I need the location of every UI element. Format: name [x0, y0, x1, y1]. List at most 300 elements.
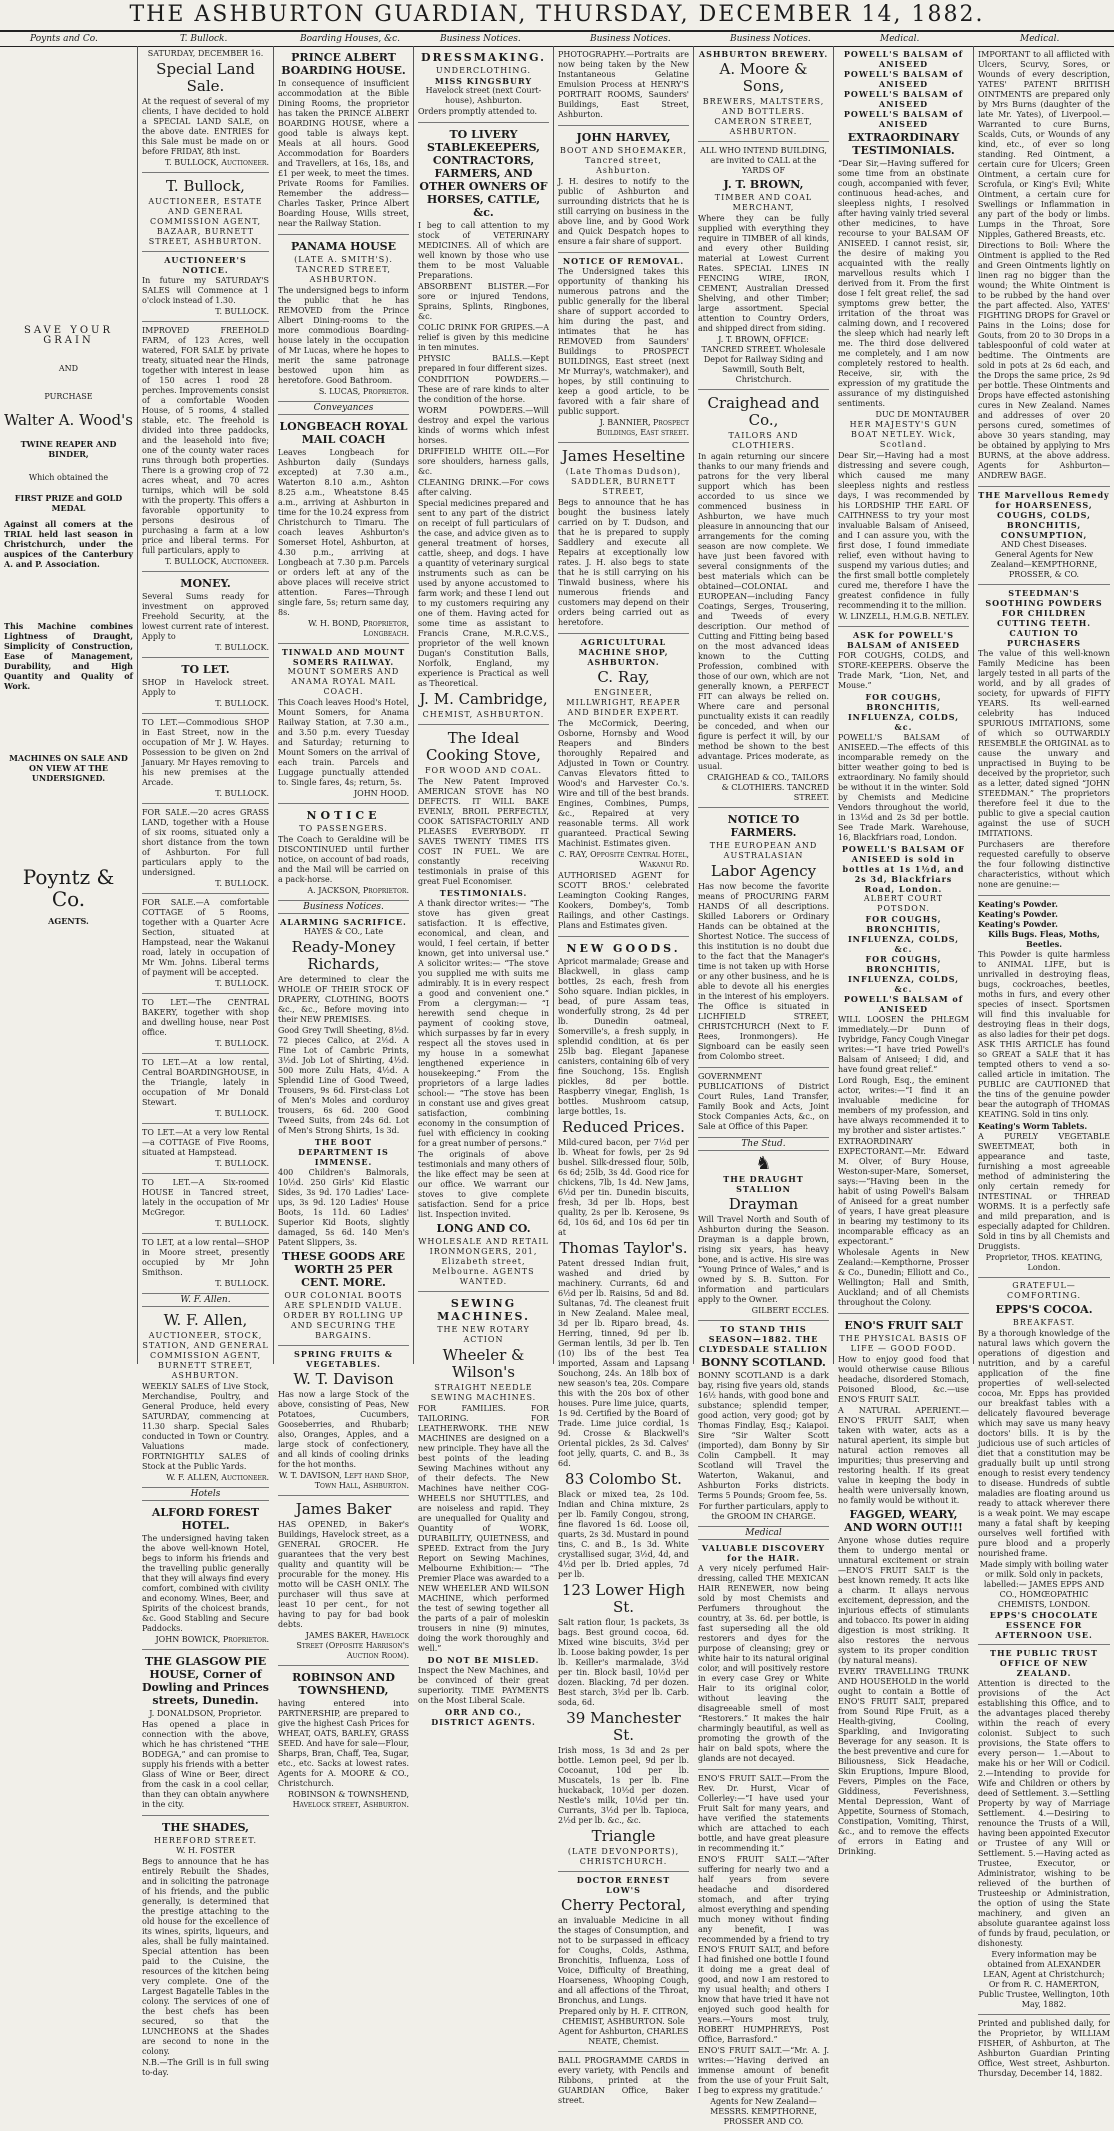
dressmaking-ad: [418, 46, 549, 123]
freehold-text: IMPROVED FREEHOLD FARM, of 123 Acres, well watered, FOR SALE by private treaty, situated near the Hinds, together with interest in lease of 150 acres 1 rood 28 perches. Improvements consist of a comfortable Wooden House, of 5 rooms, 4 stalled stable, etc. The freehold is divided into three paddocks, and the leasehold into five; one of the county water races runs through both properties. There is a growing crop of 72 acres wheat, and 70 acres turnips, which will be sold with the property. This offers a favorable opportunity to persons desirous of purchasing a farm at a low price and liberal terms. For full particulars, apply to: [142, 326, 269, 555]
signature: T. BULLOCK.: [215, 1039, 269, 1048]
signature: A. JACKSON, Proprietor.: [307, 886, 409, 895]
glasgow-ad: [142, 1650, 269, 1816]
tinwald-text: This Coach leaves Hood's Hotel, Mount Somers, for Anama Railway Station, at 7.30 a.m., and 3.50 p.m. every Tuesday and Saturday; returning to Mount Somers on the arrival of each train. Parcels and Luggage punctually attended to. Single fares, 4s; return, 5s.: [278, 698, 409, 787]
cambridge-role: CHEMIST, ASHBURTON.: [422, 710, 545, 719]
signature: T. BULLOCK.: [215, 699, 269, 708]
triangle-subheading: (LATE DEVONPORTS), CHRISTCHURCH.: [567, 1847, 680, 1866]
notice-text: In future my SATURDAY'S SALES will Commence at 1 o'clock instead of 1.30.: [142, 276, 269, 305]
signature: DUC DE MONTAUBER: [875, 410, 969, 419]
allen-role: AUCTIONEER, STOCK, STATION, AND GENERAL COMMISSION AGENT,: [142, 1331, 269, 1360]
machine-shop-heading: AGRICULTURAL MACHINE SHOP, ASHBURTON.: [578, 637, 669, 667]
steedman-ad: [978, 585, 1110, 896]
heseltine-ad: [558, 443, 689, 634]
condition-text: CONDITION POWDERS.—These are of rare kinds to alter the condition of the horse.: [418, 375, 549, 404]
labor-subheading: THE EUROPEAN AND AUSTRALASIAN: [709, 841, 818, 860]
imprint: [978, 2015, 1110, 2084]
to-let-text: TO LET.—Commodious SHOP in East Street, now in the occupation of Mr J. W. Hayes. Possession to be given on 2nd January. Mr Hayes removing to his new premises at the Arcade.: [142, 718, 269, 787]
machine-features-text: This Machine combines Lightness of Draught, Simplicity of Construction, Ease of Management, Durability, and High Quantity and Quality of Work.: [4, 621, 133, 691]
section-label: Business Notices.: [278, 901, 409, 914]
stove-subheading: FOR WOOD AND COAL.: [424, 766, 543, 775]
orr-agents: ORR AND CO., DISTRICT AGENTS.: [431, 1707, 536, 1727]
shades-text: Begs to announce that he has entirely Rebuilt the Shades, and in soliciting the patronage of his friends, and the public generally, is determined that the prestige attaching to the old house for the excellence of its wines, spirits, liqueurs, and ales, shall be fully maintained. Special attention has been paid to the Cuisine, the resources of the kitchen being very complete. One of the Largest Bagatelle Tables in the colony. The services of one of the best chefs has been secured, so that the LUNCHEONS at the Shades are second to none in the colony.: [142, 1857, 269, 2056]
drayman-text: Will Travel North and South of Ashburton during the Season. Drayman is a dapple brown, rising six years, has heavy bone, and is active. His sire was “Young Prince of Wales,” and is owned by S. B. Sutton. For information and particulars apply to the Owner.: [698, 1215, 829, 1304]
physic-text: PHYSIC BALLS.—Kept prepared in four different sizes.: [418, 354, 549, 373]
wheeler-heading: Wheeler & Wilson's: [442, 1346, 525, 1381]
ask-text: FOR COUGHS, COLDS, and STORE-KEEPERS. Observe the Trade Mark, “Lion, Net, and Mouse.”: [838, 651, 969, 690]
enos-agents: Agents for New Zealand—MESSRS. KEMPTHORNE, PROSSER AND CO.: [710, 2097, 817, 2126]
longbeach-heading: LONGBEACH ROYAL MAIL COACH: [279, 420, 408, 446]
ray-role: ENGINEER, MILLWRIGHT, REAPER AND BINDER EXPERT.: [566, 688, 681, 717]
netley-heading: HER MAJESTY'S GUN BOAT NETLEY. Wick, Scotland.: [849, 420, 958, 449]
signature: W. LINZELL, H.M.G.B. NETLEY.: [838, 612, 969, 621]
davison-ad: [278, 1346, 409, 1496]
powell-heading: POWELL'S BALSAM of ANISEED: [843, 49, 964, 69]
section-label: Medical: [698, 1527, 829, 1540]
scott-text: AUTHORISED AGENT for SCOTT BROS.' celebrated Leamington Cooking Ranges, Kookers, Dombey's, Tomb Railings, and other Castings. Plans and Estimates given.: [558, 871, 689, 930]
epps-text: By a thorough knowledge of the natural laws which govern the operations of digestion and nutrition, and by a careful application of the fine properties of well-selected cocoa, Mr. Epps has provided our breakfast tables with a delicately flavoured beverage which may save us many heavy doctors' bills. It is by the judicious use of such articles of diet that a constitution may be gradually built up until strong enough to resist every tendency to disease. Hundreds of subtle maladies are floating around us ready to attack wherever there is a weak point. We may escape many a fatal shaft by keeping ourselves well fortified with pure blood and a properly nourished frame.: [978, 1329, 1110, 1558]
panama-ad: [278, 235, 409, 402]
cherry-text: an invaluable Medicine in all the stages of Consumption, and not to be surpassed in efficacy for Coughs, Colds, Asthma, Bronchitis, Influenza, Loss of Voice, Difficulty of Breathing, Hoarseness, Whooping Cough, and all affections of the Throat, Bronchus, and Lungs.: [558, 1916, 689, 2005]
physical-text: How to enjoy good food that would otherwise cause Bilious headache, disordered Stomach, Poisoned Blood, &c.—use ENO'S FRUIT SALT.: [838, 1355, 969, 1404]
allen-address: BURNETT STREET, ASHBURTON.: [157, 1361, 254, 1380]
for-sale-ad: [142, 804, 269, 894]
wheeler-subheading: STRAIGHT NEEDLE SEWING MACHINES.: [430, 1383, 537, 1402]
allen-heading: W. F. Allen,: [163, 1311, 248, 1329]
robinson-heading: ROBINSON AND TOWNSHEND,: [292, 1671, 395, 1697]
powell-balsam-ad: [838, 46, 969, 627]
bullock-ad: [142, 173, 269, 252]
removal-heading: NOTICE OF REMOVAL.: [562, 256, 685, 266]
sewing-heading: SEWING MACHINES.: [437, 1297, 530, 1323]
sewing-subheading: THE NEW ROTARY ACTION: [437, 1325, 530, 1344]
keatings-text: This Powder is quite harmless to ANIMAL LIFE, but is unrivalled in destroying fleas, bugs, cockroaches, beetles, moths in furs, and every other species of insect. Sportsmen will find this invaluable for destroying fleas in their dogs, as also ladies for their pet dogs. ASK THIS ARTICLE has found so GREAT a SALE that it has tempted others to vend a so-called article in imitation. The PUBLIC are CAUTIONED that the tins of the genuine powder bear the autograph of THOMAS KEATING. Sold in tins only.: [978, 950, 1110, 1119]
signature: GILBERT ECCLES.: [751, 1306, 829, 1315]
notice-heading: AUCTIONEER'S NOTICE.: [164, 255, 247, 275]
brown-signature: J. T. BROWN, OFFICE: TANCRED STREET. Wholesale Depot for Railway Siding and Sawmill, South Belt, Christchurch.: [701, 335, 826, 384]
shades-address: HEREFORD STREET.: [154, 1836, 257, 1845]
epps-signature: Made simply with boiling water or milk. Sold only in packets, labelled:— JAMES EPPS AND CO., HOMŒOPATHIC CHEMISTS, LONDON.: [979, 1560, 1109, 1609]
drayman-heading: Drayman: [728, 1195, 799, 1213]
stove-ad: [418, 725, 549, 1292]
notice-subheading: TO PASSENGERS.: [299, 824, 388, 833]
column-2: [138, 46, 274, 2077]
epps-grateful: GRATEFUL—COMFORTING.: [1006, 1281, 1081, 1300]
brown-text: Where they can be fully supplied with everything they require in TIMBER of all kinds, and every other Building material at Lowest Current Rates. SPECIAL LINES IN FENCING WIRE, IRON, CEMENT, Australian Dressed Shelving, and other Timber; large assortment. Special attention to Country Orders, and shipped direct from siding.: [698, 214, 829, 333]
signature: S. LUCAS, Proprietor.: [318, 387, 409, 396]
glasgow-text: Has opened a place in connection with the above, which he has christened “THE BODEGA,” and can promise to supply his friends with a better Glass of Wine or Beer, direct from the cask in a cool cellar, than they can obtain anywhere in the city.: [142, 1720, 269, 1809]
epps-ad: [978, 1278, 1110, 1645]
worm-tablets-heading: Keating's Worm Tablets.: [978, 1121, 1088, 1131]
money-ad: [142, 572, 269, 658]
caution-end-text: Purchasers are therefore requested carefully to observe the four following distinctive characteristics, without which none are genuine:—: [978, 840, 1110, 889]
stove-text: The New Patent Improved AMERICAN STOVE has NO DEFECTS. IT WILL BAKE EVENLY, BROIL PERFECTLY, COOK SATISFACTORILY AND PLEASES EVERYBODY. IT SAVES TWENTY TIMES ITS COST IN FUEL. We are constantly receiving testimonials in praise of this great Fuel Economiser.: [418, 777, 549, 886]
shades-proprietor: W. H. FOSTER: [176, 1846, 235, 1855]
kingsbury-address: Havelock street (next Court-house), Ashburton.: [425, 86, 542, 105]
enos-fruit-salt-ad: [838, 1314, 969, 1862]
valuable-text: A very nicely perfumed Hair-dressing, called THE MEXICAN HAIR RENEWER, now being sold by most Chemists and Perfumers throughout the country, at 3s. 6d. per bottle, is fast superseding all the old restorers and dyes for the purpose of cleansing; grey or white hair to its natural original color, and will positively restore in every case Grey or White Hair to its original color, without leaving the disagreeable smell of most “Restorers.” It makes the hair charmingly beautiful, as well as promoting the growth of the hair on bald spots, where the glands are not decayed.: [698, 1564, 829, 1763]
misled-text: Inspect the New Machines, and be convinced of their great superiority. TIME PAYMENTS on the Most Liberal Scale.: [418, 1666, 549, 1705]
tinwald-ad: [278, 644, 409, 804]
craighead-ad: [698, 390, 829, 808]
col-head-2: T. Bullock.: [180, 34, 228, 44]
colds-heading: FOR COUGHS, BRONCHITIS, INFLUENZA, COLDS, &c.: [847, 954, 960, 994]
long-co-text: WHOLESALE AND RETAIL IRONMONGERS, 201, Elizabeth street, Melbourne. AGENTS WANTED.: [418, 1237, 549, 1286]
cherry-pectoral-ad: [558, 1872, 689, 2052]
ready-money-list: Good Grey Twill Sheeting, 8½d. 72 pieces Calico, at 2½d. A Fine Lot of Cambric Prints, 3½d. Job Lot of Shirting, 4½d. 500 more Zulu Hats, 4½d. A Splendid Line of Good Tweed, Trousers, 9s 6d. First-class Lot of Men's Moles and corduroy trousers, 6s 6d. 200 Good Tweed Suits, from 24s 6d. Lot of Men's Strong Shirts, 1s 3d.: [278, 1026, 409, 1135]
ready-money-ad: [278, 914, 409, 1346]
labor-agency-ad: [698, 808, 829, 1068]
ball-cards-ad: [558, 2052, 689, 2111]
misled-heading: DO NOT BE MISLED.: [427, 1655, 540, 1665]
money-heading: MONEY.: [180, 577, 231, 590]
lower-high-text: Salt ration flour, 1s packets, 3s bags. Best ground cocoa, 6d. Mixed wine biscuits, 3½d per lb. Loose baking powder, 1s per lb. Keiller's marmalade, 3½d per tin. Block basil, 10½d per dozen. Blacking, 7d per dozen. Best starch, 3½d per lb. Carb. soda, 6d.: [558, 1618, 689, 1707]
prince-text: In consequence of insufficient accommodation at the Bible Dining Rooms, the proprietor has taken the PRINCE ALBERT BOARDING HOUSE, where a good table is always kept. Meals at all hours. Good Accommodation for Boarders and Travellers, at 16s, 18s, and £1 per week, to meet the times. Private Rooms for Families. Remember the address—Charles Tasker, Prince Albert Boarding House, Wills street, near the Railway Station.: [278, 79, 409, 228]
hayes-text: HAYES & CO., Late: [303, 927, 384, 936]
and-text: AND: [58, 364, 79, 373]
section-label: W. F. Allen.: [142, 1294, 269, 1307]
signature: T. BULLOCK.: [215, 307, 269, 316]
scotland-signature: For further particulars, apply to the GROOM IN CHARGE.: [698, 1502, 829, 1521]
signature: T. BULLOCK.: [215, 1109, 269, 1118]
loosen-text: WILL LOOSEN the PHLEGM immediately.—Dr Dunn of Ivybridge, Fancy Cough Vinegar writes:—“I have tried Powell's Balsam of Aniseed; I did, and have found great relief.”: [838, 1015, 969, 1074]
ray-ad: [558, 634, 689, 937]
wheezing-text: POWELL'S BALSAM of ANISEED.—The effects of this incomparable remedy on the bitter weather going to bed is extraordinary. No family should be without it in the winter. Sold by Chemists and Medicine Vendors throughout the world, in 13½d and 2s 3d per bottle. See Trade Mark. Warehouse, 16, Blackfriars road, London.: [838, 733, 969, 842]
manchester-heading: 39 Manchester St.: [566, 1709, 681, 1744]
albert-court: ALBERT COURT POTSDON.: [863, 894, 944, 913]
powell-heading: POWELL'S BALSAM of ANISEED: [843, 89, 964, 109]
blister-text: ABSORBENT BLISTER.—For sore or injured Tendons, Sprains, Splints, Ringbones, &c.: [418, 282, 549, 321]
stove-end-text: The originals of above testimonials and many others of the like effect may be seen at our office. We warrant our stoves to give complete satisfaction. Send for a price list. Inspection invited.: [418, 1150, 549, 1219]
signature: JOHN HOOD.: [353, 789, 409, 798]
enos-testimonial: ENO'S FRUIT SALT.—From the Rev. Dr. Hurst, Vicar of Collerley:—“I have used your Fruit Salt for many years, and have verified the statements which are attached to each bottle, and have great pleasure in recommending it.”: [698, 1774, 829, 1853]
to-let-ad: [142, 1174, 269, 1234]
money-text: Several Sums ready for investment on approved Freehold Security, at the lowest current rate of interest. Apply to: [142, 592, 269, 641]
enos-testimonial: ENO'S FRUIT SALT.—“Mr. A. J. writes:—‘Having derived an immense amount of benefit from the use of your Fruit Salt, I beg to express my gratitude.’: [698, 2046, 829, 2095]
moore-role: BREWERS, MALTSTERS, AND BOTTLERS.: [702, 97, 825, 116]
signature: T. BULLOCK.: [215, 789, 269, 798]
bonnington-agents: General Agents for New Zealand—KEMPTHORNE, PROSSER, & CO.: [990, 550, 1098, 579]
keatings-heading: Keating's Powder.: [978, 899, 1058, 909]
baker-ad: [278, 1496, 409, 1666]
netley-text: Dear Sir,—Having had a most distressing and severe cough, which caused me many sleepless nights and restless days, I was recommended by his LORDSHIP THE EARL OF CAITHNESS to try your most invaluable Balsam of Aniseed, and I can assure you, with the first dose, I found immediate relief, even without having to suspend my various duties; and the first small bottle completely cured me, therefore I have the greatest confidence in fully recommending it to the million.: [838, 451, 969, 610]
taylor-text: Patent dressed Indian fruit, washed and dried by machinery. Currants, 6d and 6½d per lb. Raisins, 5d and 8d. Sultanas, 7d. The cleanest fruit in New Zealand. Malee meal, 3d per lb. Riparo bread, 4s. Herring, tinned, 9d per lb. German lentils, 3d per lb. Ten (10) lbs of the best Tea imported, Assam and Lapsang Souchong, 24s. An 18lb box of new season's tea, 20s. Compare this with the 20s box of other houses. Pure lime juice, quarts, 1s 9d. Certified by the Board of Trade. Lime juice cordial, 1s 9d. Crosse & Blackwell's Oriental pickles, 2s 3d. Calves' foot jelly, quarts, C. and B., 3s 6d.: [558, 1259, 689, 1468]
column-1: [0, 46, 138, 1364]
prince-albert-ad: [278, 46, 409, 235]
shades-ad: [142, 1816, 269, 2083]
boot-list: 400 Children's Balmorals, 10½d. 250 Girls' Kid Elastic Sides, 3s 9d. 170 Ladies' Lace-ups, 3s 9d. 120 Ladies' House Boots, 1s 11d. 60 Ladies' Superior Kid Boots, slightly damaged, 5s 6d. 140 Men's Patent Slippers, 3s.: [278, 1168, 409, 1247]
ready-money-heading: Ready-Money Richards,: [291, 938, 396, 973]
col-head-1: Poynts and Co.: [30, 34, 98, 44]
sale-date: SATURDAY, DECEMBER 16.: [147, 49, 264, 58]
to-let-ad: [142, 714, 269, 804]
walter-wood-heading: Walter A. Wood's: [4, 411, 133, 429]
bullock-role: AUCTIONEER, ESTATE AND GENERAL COMMISSION AGENT,: [148, 197, 263, 226]
col-head-3: Boarding Houses, &c.: [300, 34, 401, 44]
ask-powell-ad: [838, 627, 969, 1314]
alarming-heading: ALARMING SACRIFICE.: [280, 917, 407, 927]
col-head-6: Business Notices.: [730, 34, 811, 44]
glasgow-proprietor: J. DONALDSON, Proprietor.: [149, 1709, 262, 1718]
signature: T. BULLOCK, Auctioneer.: [164, 158, 269, 167]
government-ad: [698, 1068, 829, 1138]
passenger-notice-ad: [278, 804, 409, 901]
signature: CRAIGHEAD & CO., TAILORS & CLOTHIERS. TANCRED STREET.: [707, 773, 829, 802]
shades-nb: N.B.—The Grill is in full swing to-day.: [142, 2058, 269, 2077]
cleaning-detail: Special medicines prepared and sent to any part of the district on receipt of full particulars of the case, and advice given as to general treatment of horses, cattle, sheep, and dogs. I have a quantity of veterinary surgical instruments such as can be used by anyone accustomed to farm work; and these I lend out to my customers requiring any one of them. Having acted for some time as assistant to Francis Crane, M.R.C.V.S., proprietor of the well known Dugan's Constitution Balls, Norfolk, England, my experience is Practical as well as Theoretical.: [418, 499, 549, 688]
veterinary-ad: [418, 123, 549, 725]
signature: J. BANNIER, Prospect Buildings, East street.: [596, 418, 689, 437]
colonial-text: OUR COLONIAL BOOTS ARE SPLENDID VALUE.: [284, 1291, 403, 1310]
panama-subheading: (LATE A. SMITH'S). TANCRED STREET, ASHBURTON.: [294, 255, 393, 284]
col-head-8: Medical.: [1020, 34, 1060, 44]
physical-heading: THE PHYSICAL BASIS OF LIFE — GOOD FOOD.: [839, 1334, 968, 1353]
heseltine-heading: James Heseltine: [561, 447, 686, 465]
cherry-heading: Cherry Pectoral,: [560, 1896, 687, 1914]
to-let-ad: [142, 658, 269, 714]
davison-text: Has now a large Stock of the above, consisting of Peas, New Potatoes, Cucumbers, Gooseberries, and Rhubarb; also, Oranges, Apples, and a large stock of confectionery, and all kinds of cooling drinks for the hot months.: [278, 1390, 409, 1469]
agents-text: AGENTS.: [48, 916, 89, 926]
section-label: The Stud.: [698, 1138, 829, 1151]
trust-signature: Every information may be obtained from ALEXANDER LEAN, Agent at Christchurch; Or from R. C. HAMERTON, Public Trustee, Wellington, 10th May, 1882.: [978, 1950, 1110, 2009]
alford-heading: ALFORD FOREST HOTEL.: [151, 1506, 260, 1532]
kingsbury-text: Orders promptly attended to.: [418, 107, 538, 116]
scotland-text: BONNY SCOTLAND is a dark bay, rising five years old, stands 16½ hands, with good bone and substance; splendid temper, good action, very good; got by Thomas Findlay, Esq.; Kaiapoi. Sire “Sir Walter Scott (imported), dam Bonny by Sir Colin Campbell. It may Scotland will Travel the Waterton, Wakanui, and Ashburton Forks districts. Terms 5 Pounds; Groom fee, 5s.: [698, 1371, 829, 1500]
twine-binder-text: TWINE REAPER AND BINDER,: [20, 439, 117, 459]
allen-text: WEEKLY SALES of Live Stock, Merchandise, Poultry, and General Produce, held every SATURDAY, commencing at 11.30 sharp. Special Sales conducted in Town or Country. Valuations made. FORTNIGHTLY SALES of Stock at the Public Yards.: [142, 1382, 269, 1471]
powell-stamp: POWELL'S BALSAM OF ANISEED is sold in bottles at 1s 1½d, and 2s 3d, Blackfriars Road, London.: [841, 844, 966, 894]
reduced-heading: Reduced Prices.: [562, 1118, 685, 1136]
triangle-heading: Triangle: [591, 1827, 656, 1845]
freehold-farm-ad: [142, 322, 269, 572]
panama-heading: PANAMA HOUSE: [290, 240, 397, 253]
manchester-text: Irish moss, 1s 3d and 2s per bottle. Lemon peel, 9d per lb. Cocoanut, 10d per lb. Muscatels, 1s per lb. Fine huckaback, 10½d per dozen. Nestle's milk, 10½d per tin. Currants, 3½d per lb. Tapioca, 2½d per lb. &c., &c.: [558, 1746, 689, 1825]
colombo-heading: 83 Colombo St.: [565, 1470, 682, 1488]
ask-heading: ASK for POWELL'S BALSAM of ANISEED: [847, 630, 960, 650]
column-8: [974, 46, 1114, 2078]
to-let-text: TO LET.—At a very low Rental—a COTTAGE of Five Rooms, situated at Hampstead.: [142, 1128, 269, 1157]
bonnington-subheading: AND Chest Diseases.: [1001, 540, 1087, 549]
boot-heading: THE BOOT DEPARTMENT IS IMMENSE.: [298, 1137, 389, 1167]
notice-text: The Coach to Geraldine will be DISCONTINUED until further notice, on account of bad roads, and the Mail will be carried on a pack-horse.: [278, 835, 409, 884]
moore-heading: A. Moore & Sons,: [719, 60, 808, 95]
caution-text: The value of this well-known Family Medicine has been largely tested in all parts of the world, and by all grades of society, for upwards of FIFTY YEARS. Its well-earned celebrity has induced SPURIOUS IMITATIONS, some of which so OUTWARDLY RESEMBLE the ORIGINAL as to cause the unwary and unpractised in Buying to be deceived by the proprietor, such as a letter, dated signed “JOHN STEEDMAN.” The proprietors therefore feel it due to the public to give a special caution against the use of SUCH IMITATIONS.: [978, 649, 1110, 838]
brown-heading: J. T. BROWN,: [723, 178, 804, 191]
to-let-text: TO LET.—The CENTRAL BAKERY, together with shop and dwelling house, near Post office.: [142, 998, 269, 1037]
robinson-text: having entered into PARTNERSHIP, are prepared to give the highest Cash Prices for WHEAT, OATS, BARLEY, GRASS SEED. And have for sale—Flour, Sharps, Bran, Chaff, Tea, Sugar, etc., etc. Sacks at lowest rates. Agents for A. MOORE & CO., Christchurch.: [278, 1699, 409, 1788]
craighead-text: In again returning our sincere thanks to our many friends and patrons for the very liberal support which has been accorded to us since we commenced business in Ashburton, we have much pleasure in announcing that our arrangements for the coming season are now complete. We have just been favored with several consignments of the best materials which can be obtained—COLONIAL and EUROPEAN—including Fancy Coatings, Serges, Trousering, and Tweeds of every description. Our method of Cutting and Fitting being based on the most advanced ideas known to the Cutting Profession, combined with those of our own, which are not generally known, a PERFECT FIT can always be relied on. Where care and personal punctuality exists it can readily be conceded, and when our figure is perfect it will, by our method be shown to the best advantage. Prices moderate, as usual.: [698, 452, 829, 771]
drayman-ad: [698, 1151, 829, 1321]
glasgow-heading: THE GLASGOW PIE HOUSE, Corner of Dowling and Princes streets, Dunedin.: [142, 1655, 269, 1707]
signature: T. BULLOCK.: [215, 643, 269, 652]
harvey-text: J. H. desires to notify to the public of Ashburton and surrounding districts that he is still carrying on business in the above line, and by Good Work and Quick Despatch hopes to ensure a fair share of support.: [558, 177, 689, 246]
bonnington-ad: [978, 487, 1110, 585]
steedman-heading: STEEDMAN'S SOOTHING POWDERS FOR CHILDREN CUTTING TEETH.: [985, 588, 1103, 628]
column-5: [554, 46, 694, 2105]
fagged-text: Anyone whose duties require them to undergo mental or unnatural excitement or strain—ENO'S FRUIT SALT is the best known remedy. It acts like a charm. It allays nervous excitement, depression, and the injurious effects of stimulants and tobacco. Its power in aiding digestion is most striking. It also restores the nervous system to its proper condition (by natural means).: [838, 1536, 969, 1665]
testimonials-text: A thank director writes:— “The stove has given great satisfaction. It is effective, economical, and clean, and would, I feel certain, if better known, get into universal use.” A solicitor writes:— “The stove you supplied me with suits me admirably. It is in every respect a good and convenient one.” From a clergyman:— “I herewith send cheque in payment of cooking stove, which surpasses by far in every respect all the stoves used in my house in a somewhat lengthened experience in housekeeping.” From the proprietors of a large ladies school:— “The stove has been in constant use and gives great satisfaction, combining economy in the consumption of fuel with efficiency in cooking for a great number of persons.”: [418, 899, 549, 1148]
directions-text: Directions to Boil: Where the Ointment is applied to the Red and Green Ointments lightly on linen rag no bigger than the wound; the White Ointment is to be rubbed by the hand over the part affected. Also, YATES' FIGHTING DROPS for Gravel or Pains in the Loins; dose for Gouts, from 20 to 30 Drops in a tablespoonful of cold water at bedtime. The Ointments are sold in pots at 2s 6d each, and the Drops the same price, 2s 9d per bottle. These Ointments and Drops have effected astonishing cures in New Zealand. Names and addresses of over 20 persons cured, sometimes of above 30 years standing, may be obtained by applying to Mrs BURNS, at the above address. Agents for Ashburton—ANDREW BAGE.: [978, 241, 1110, 480]
section-label: Hotels: [142, 1488, 269, 1501]
panama-text: The undersigned begs to inform the public that he has REMOVED from the Prince Albert Dining-rooms to the more commodious Boarding-house lately in the occupation of Mr Lucas, where he hopes to merit the same patronage bestowed upon him as heretofore. Good Bathroom.: [278, 286, 409, 385]
col-head-4: Business Notices.: [440, 34, 521, 44]
kills-text: Kills Bugs. Fleas, Moths, Beetles.: [988, 929, 1100, 949]
to-let-ad: [142, 994, 269, 1054]
longbeach-text: Leaves Longbeach for Ashburton daily (Sundays excepted) at 7.30 a.m., Waterton 8.10 a.m., Ashton 8.25 a.m., Wheatstone 8.45 a.m., arriving at Ashburton in time for the 10.24 express from Christchurch to Timaru. The coach leaves Ashburton's Somerset Hotel, Ashburton, at 4.30 p.m., arriving at Longbeach at 7.30 p.m. Parcels or orders left at any of the above places will receive strict attention. Fares—Through single fare, 5s; return same day, 8s.: [278, 448, 409, 617]
worm-tablets-text: A PURELY VEGETABLE SWEETMEAT, both in appearance and taste, furnishing a most agreeable method of administering the only certain remedy for INTESTINAL or THREAD WORMS. It is a perfectly safe and mild preparation, and is especially adapted for Children. Sold in tins by all Chemists and Druggists.: [978, 1132, 1110, 1251]
wheeler-text: FOR FAMILIES. FOR TAILORING. FOR LEATHERWORK. THE NEW MACHINES are designed on a new principle. They have all the best points of the leading Sewing Machines without any of their defects. The New Machines have neither COG-WHEELS nor SHUTTLES, and are noiseless and rapid. They are unequalled for Quality and Quantity of WORK, DURABILITY, QUIETNESS, and SPEED. Extract from the Jury Report on Sewing Machines, Melbourne Exhibition:— “The Premier Place was awarded to a NEW WHEELER AND WILSON MACHINE, which performed the test of sewing together all the parts of a pair of moleskin trousers in nine (9) minutes, doing the work thoroughly and well.”: [418, 1404, 549, 1653]
column-7: [834, 46, 974, 1856]
colds-heading: FOR COUGHS, BRONCHITIS, INFLUENZA, COLDS, &c.: [847, 914, 960, 954]
horse-icon: ♞: [755, 1153, 772, 1174]
col-head-5: Business Notices.: [590, 34, 671, 44]
signature: ROBINSON & TOWNSHEND, Havelock street, Ashburton.: [288, 1790, 409, 1809]
ready-money-text: Are determined to clear the WHOLE OF THEIR STOCK OF DRAPERY, CLOTHING, BOOTS &c., &c., Before moving into their NEW PREMISES.: [278, 975, 409, 1024]
keatings-heading: Keating's Powder.: [978, 909, 1058, 919]
special-land-sale-ad: [142, 46, 269, 173]
reduced-text: Mild-cured bacon, per 7½d per lb. Wheat for fowls, per 2s 9d bushel. Silk-dressed flour, 50lb, 6s 6d; 25lb, 3s 4d. Good rice for chickens, 7lb, 1s 4d. New Jams, 6½d per tin. Dunedin biscuits, fresh, 3d per lb. Hops, best quality, 2s per lb. Kerosene, 9s 6d, 10s 6d, and 10s 6d per tin at: [558, 1138, 689, 1237]
keatings-heading: Keating's Powder.: [978, 919, 1058, 929]
enos-testimonial: ENO'S FRUIT SALT.—“After suffering for nearly two and a half years from severe headache and disordered stomach, and after trying almost everything and spending much money without finding any benefit, I was recommended by a friend to try ENO'S FRUIT SALT, and before I had finished one bottle I found it doing me a great deal of good, and now I am restored to my usual health; and others I know that have tried it have not enjoyed such good health for years.—Yours most truly, ROBERT HUMPHREYS, Post Office, Barrasford.”: [698, 1855, 829, 2044]
travelling-text: EVERY TRAVELLING TRUNK AND HOUSEHOLD in the world ought to contain a Bottle of ENO'S FRUIT SALT, prepared from Sound Ripe Fruit, as a Health-giving, Cooling, Sparkling, and Invigorating Beverage for any season. It is the best preventive and cure for Biliousness, Sick Headache, Skin Eruptions, Impure Blood, Fevers, Pimples on the Face, Giddiness, Feverishness, Mental Depression, Want of Appetite, Sourness of Stomach, Constipation, Vomiting, Thirst, &c., and to remove the effects of errors in Eating and Drinking.: [838, 1667, 969, 1856]
powell-heading: POWELL'S BALSAM of ANISEED: [843, 69, 964, 89]
signature: W. T. DAVISON, Left hand Shop, Town Hall, Ashburton.: [278, 1471, 409, 1490]
col-head-7: Medical.: [880, 34, 920, 44]
to-let-ad: [142, 1124, 269, 1174]
epps-subheading: BREAKFAST.: [1012, 1318, 1076, 1327]
new-goods-text: Apricot marmalade; Grease and Blackwell, in glass camp bottles, 2s each, fresh from Soho square. Indian pickles, in bead, of pure Assam teas, wonderfully strong, 2s 4d per lb. Dunedin oatmeal, Somerville's, a fresh supply, in splendid condition, at 6s per 25lb bag. Elegant Japanese canisters, containing 6lb of very fine Souchong, 15s. English pickles, 8d per bottle. Raspberry vinegar, English, 1s bottles. Mushroom catsup, large bottles, 1s.: [558, 957, 689, 1116]
to-let-text: TO LET.—At a low rental, Central BOARDINGHOUSE, in the Triangle, lately in occupation of Mr Donald Stewart.: [142, 1058, 269, 1107]
harvey-heading: JOHN HARVEY,: [576, 131, 671, 144]
shades-heading: THE SHADES,: [162, 1821, 249, 1834]
craighead-heading: Craighead and Co.,: [707, 394, 820, 429]
brewery-ad: [698, 46, 829, 142]
brown-ad: [698, 142, 829, 390]
to-let-text: TO LET, at a low rental—SHOP in Moore street, presently occupied by Mr John Smithson.: [142, 1238, 269, 1277]
stand-heading: TO STAND THIS SEASON—1882. THE CLYDESDALE STALLION: [698, 1324, 829, 1354]
signature: T. BULLOCK.: [215, 1219, 269, 1228]
natural-text: A NATURAL APERIENT.—ENO'S FRUIT SALT, when taken with water, acts as a natural aperient, its simple but natural action removes all impurities; thus preserving and restoring health. If its great value in keeping the body in health were universally known, no family would be without it.: [838, 1406, 969, 1505]
powell-heading: POWELL'S BALSAM of ANISEED: [843, 109, 964, 129]
trust-heading: THE PUBLIC TRUST OFFICE OF NEW ZEALAND.: [990, 1648, 1098, 1678]
caution-heading: CAUTION TO PURCHASERS: [1006, 628, 1082, 648]
to-let-text: SHOP in Havelock street. Apply to: [142, 678, 269, 697]
underclothing-text: UNDERCLOTHING.: [435, 66, 532, 75]
worm-tablets-signature: Proprietor, THOS. KEATING, London.: [985, 1253, 1103, 1272]
powell-heading: POWELL'S BALSAM of ANISEED: [843, 994, 964, 1014]
long-co-heading: LONG AND CO.: [436, 1222, 531, 1235]
sewing-machines-ad: [418, 1292, 549, 1731]
column-4: [414, 46, 554, 1727]
davison-heading: W. T. Davison: [293, 1370, 394, 1388]
tinwald-heading: TINWALD AND MOUNT SOMERS RAILWAY.: [281, 647, 406, 667]
ball-cards-text: BALL PROGRAMME CARDS in every variety, with Pencils and Ribbons, printed at the GUARDIAN Office, Baker street.: [558, 2056, 689, 2105]
tinwald-subheading: MOUNT SOMERS AND ANAMA ROYAL MAIL COACH.: [287, 667, 400, 696]
lows-heading: DOCTOR ERNEST LOW'S: [576, 1875, 671, 1895]
bullock-heading: T. Bullock,: [166, 177, 245, 195]
special-sale-text: At the request of several of my clients, I have decided to hold a SPECIAL LAND SALE, on the above date. ENTRIES for this Sale must be made on or before FRIDAY, 8th inst.: [142, 97, 269, 156]
column-headers: [0, 30, 1114, 47]
poyntz-heading: Poyntz & Co.: [22, 865, 115, 911]
keatings-ad: [978, 896, 1110, 1278]
harvey-role: BOOT AND SHOEMAKER, Tancred street, Ashburton.: [560, 146, 687, 175]
livery-text: I beg to call attention to my stock of VETERINARY MEDICINES. All of which are well known by those who use them to be most Valuable Preparations.: [418, 221, 549, 280]
stove-heading: The Ideal Cooking Stove,: [426, 729, 541, 764]
ray-heading: C. Ray,: [597, 668, 650, 686]
building-text: ALL WHO INTEND BUILDING, are invited to CALL at the YARDS OF: [700, 146, 827, 175]
for-sale-text: FOR SALE.—20 acres GRASS LAND, together with a House of six rooms, situated only a short distance from the town of Ashburton. For full particulars apply to the undersigned.: [142, 808, 269, 877]
colombo-text: Black or mixed tea, 2s 10d. Indian and China mixture, 2s per lb. Family Congou, strong, fine flavored 1s 6d. Loose oil, quarts, 2s 3d. Mustard in pound tins, C. and B., 1s 3d. White crystallised sugar, 3½d, 4d, and 4½d per lb. Dried apples, 7d per lb.: [558, 1490, 689, 1579]
photography-text: PHOTOGRAPHY.—Portraits are now being taken by the New Instantaneous Gelatine Emulsion Process at HENRY'S PORTRAIT ROOMS, Saunders' Buildings, East Street, Ashburton.: [558, 50, 689, 119]
fruit-salt-heading: ENO'S FRUIT SALT: [844, 1319, 963, 1332]
signature: T. BULLOCK.: [215, 1159, 269, 1168]
trust-text: Attention is directed to the provisions of the Act establishing this Office, and to the advantages placed thereby within the reach of every colonist. Subject to such provisions, the State offers to every person— 1.—About to make his or her Will or Codicil. 2.—Intending to provide for Wife and Children or others by deed of Settlement. 3.—Settling Property by way of Marriage Settlement. 4.—Desiring to renounce the Trusts of a Will, having been appointed Executor or Trustee of any Will or Settlement. 5.—Having acted as Trustee, Executor, or Administrator, wishing to be relieved of the burthen of Trusteeship or Administration, the option of using the State machinery, and given an absolute guarantee against loss of funds by fraud, peculation, or dishonesty.: [978, 1679, 1110, 1948]
cherry-agents: Prepared only by H. F. CITRON, CHEMIST, ASHBURTON. Sole Agent for Ashburton, CHARLES NEATE, Chemist.: [558, 2007, 689, 2046]
hair-renewer-ad: [698, 1540, 829, 1770]
loosen-signature: Lord Rough, Esq., the eminent actor, writes:—“I find it an invaluable medicine for members of my profession, and have always recommended it to my brother and sister artistes.”: [838, 1076, 969, 1135]
yates-ointment-ad: [978, 46, 1110, 487]
notice-heading: NOTICE: [306, 809, 381, 822]
moore-address: CAMERON STREET, ASHBURTON.: [714, 117, 813, 136]
cleaning-text: CLEANING DRINK.—For cows after calving.: [418, 478, 549, 497]
pectoral-text: EXTRAORDINARY EXPECTORANT.—Mr. Edward M. Olver, of Bury House, Weston-super-Mare, Somerset, says:—“Having been in the habit of using Powell's Balsam of Aniseed for a great number of years, I have great pleasure in bearing my testimony to its incomparable efficacy as an expectorant.”: [838, 1137, 969, 1246]
ray-text: The McCormick, Deering, Osborne, Hornsby and Wood Reapers and Binders thoroughly Repaired and Adjusted in Town or Country. Canvas Elevators fitted to Wood's and Harvester Co.'s. Wire and till of the best brands. Engines, Combines, Pumps, &c., Repaired at very reasonable terms. All work guaranteed. Practical Sewing Machinist. Estimates given.: [558, 719, 689, 848]
to-let-text: TO LET.—A Six-roomed HOUSE in Tancred street, lately in the occupation of Mr McGregor.: [142, 1178, 269, 1217]
removal-text: The Undersigned takes this opportunity of thanking his numerous patrons and the public generally for the liberal share of support accorded to him during the past, and intimates that he has REMOVED from Saunders' Buildings to PROSPECT BUILDINGS, East street (next Mr Murray's, watchmaker), and hopes, by still continuing to keep a good article, to be favored with a fair share of public support.: [558, 267, 689, 416]
to-let-ad: [142, 1234, 269, 1294]
farmers-heading: NOTICE TO FARMERS.: [727, 813, 800, 839]
scotland-heading: BONNY SCOTLAND.: [701, 1356, 826, 1369]
heseltine-subheading: (Late Thomas Dudson), SADDLER, BURNETT STREET,: [565, 467, 682, 496]
essence-heading: EPPS'S CHOCOLATE ESSENCE FOR AFTERNOON USE.: [989, 1610, 1099, 1640]
new-goods-heading: NEW GOODS.: [566, 942, 681, 955]
bargains-text: ORDER BY ROLLING UP AND SECURING THE BARGAINS.: [283, 1311, 404, 1340]
purchase-text: PURCHASE: [44, 392, 93, 401]
view-text: MACHINES ON SALE AND ON VIEW AT THE UNDERSIGNED.: [9, 753, 128, 783]
craighead-role: TAILORS AND CLOTHIERS.: [728, 431, 799, 450]
signature: JOHN BOWICK, Proprietor.: [155, 1635, 269, 1644]
imprint-text: Printed and published daily, for the Proprietor, by WILLIAM FISHER, of Ashburton, at The Ashburton Guardian Printing Office, West street, Ashburton. Thursday, December 14, 1882.: [978, 2019, 1110, 2078]
colds-heading: FOR COUGHS, BRONCHITIS, INFLUENZA, COLDS, &c.: [847, 692, 960, 732]
alford-text: The undersigned having taken the above well-known Hotel, begs to inform his friends and the travelling public generally that they will always find every comfort, combined with civility and economy. Wines, Beer, and Spirits of the choicest brands, &c. Good Stabling and Secure Paddocks.: [142, 1534, 269, 1633]
column-6: [694, 46, 834, 2126]
stallion-heading: THE DRAUGHT STALLION: [723, 1174, 804, 1194]
bonny-scotland-ad: [698, 1321, 829, 1527]
kingsbury-name: MISS KINGSBURY: [434, 76, 533, 86]
livery-heading: TO LIVERY STABLEKEEPERS, CONTRACTORS, FARMERS, AND OTHER OWNERS OF HORSES, CATTLE, &c.: [419, 128, 548, 219]
robinson-ad: [278, 1666, 409, 1814]
brewery-heading: ASHBURTON BREWERY.: [698, 49, 829, 59]
save-grain-heading: SAVE YOUR GRAIN: [23, 325, 114, 346]
oil-text: DRIFFIELD WHITE OIL.—For sore shoulders, harness galls, &c.: [418, 447, 549, 476]
longbeach-ad: [278, 415, 409, 644]
special-land-sale-heading: Special Land Sale.: [156, 60, 255, 95]
valuable-heading: VALUABLE DISCOVERY for the HAIR.: [701, 1543, 826, 1563]
allen-ad: [142, 1307, 269, 1488]
colic-text: COLIC DRINK FOR GRIPES.—A relief is given by this medicine in ten minutes.: [418, 323, 549, 352]
public-trust-ad: [978, 1645, 1110, 2015]
for-sale-ad: [142, 894, 269, 994]
agents-text: Wholesale Agents in New Zealand:—Kempthorne, Prosser & Co., Dunedin; Elliott and Co., Wellington; Hall and Smith, Auckland; and of all Chemists throughout the Colony.: [838, 1248, 969, 1307]
signature: T. BULLOCK, Auctioneer.: [164, 557, 269, 566]
grocery-ad: [558, 937, 689, 1872]
for-sale-text: FOR SALE.—A comfortable COTTAGE of 5 Rooms, together with a Quarter Acre Section, situated at Hampstead, near the Wakanui road, lately in occupation of Mr Wm. Johns. Liberal terms of payment will be accepted.: [142, 898, 269, 977]
column-3: [274, 46, 414, 1809]
photography-ad: [558, 46, 689, 126]
worm-text: WORM POWDERS.—Will destroy and expel the various kinds of worms which infest horses.: [418, 406, 549, 445]
brown-role: TIMBER AND COAL MERCHANT,: [714, 193, 813, 212]
lower-high-heading: 123 Lower High St.: [561, 1581, 686, 1616]
